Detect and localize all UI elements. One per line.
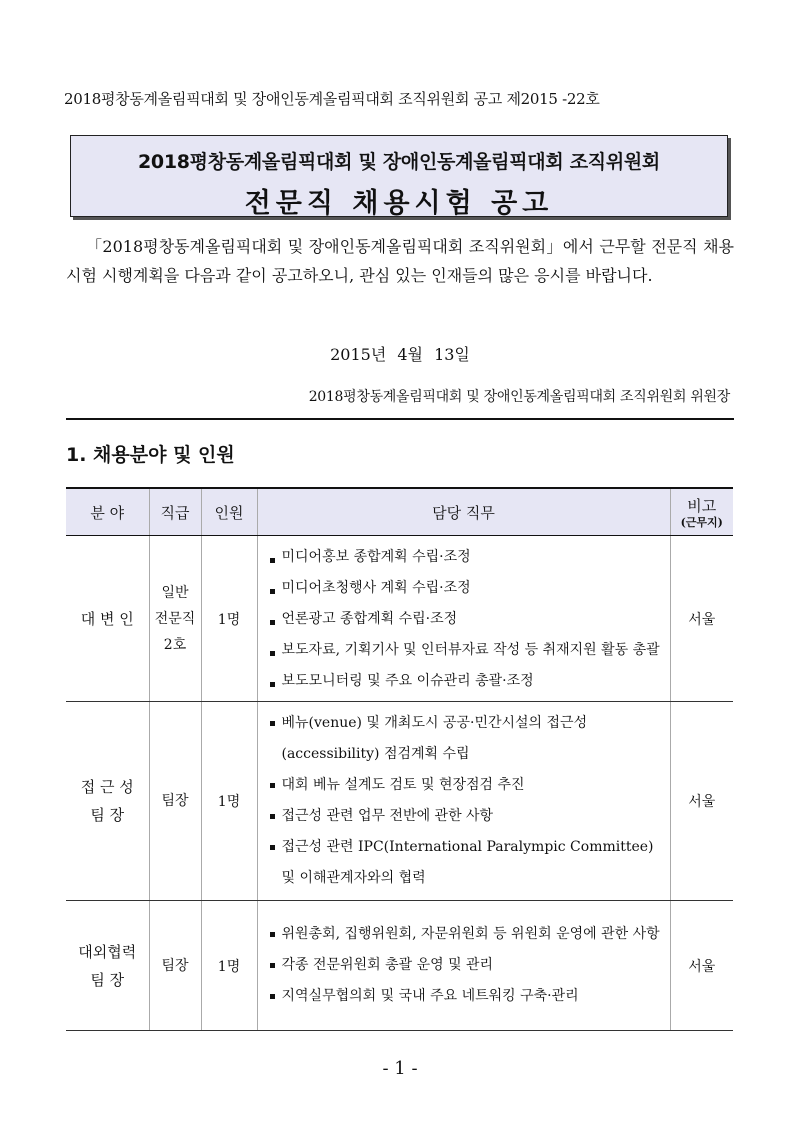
table-row [66, 536, 733, 702]
note-cell: 서울 [670, 901, 733, 1031]
header-count: 인원 [201, 488, 257, 536]
recruitment-table [66, 487, 733, 1031]
divider [66, 418, 734, 420]
grade-line: 전문직 [154, 610, 196, 627]
grade-line: 팀장 [161, 793, 189, 809]
table-header-row [66, 488, 733, 536]
field-cell [66, 536, 149, 702]
header-grade: 직급 [149, 488, 201, 536]
page-number: - 1 - [382, 1058, 418, 1079]
grade-line: 일반 [161, 584, 189, 601]
field-cell [66, 702, 149, 901]
count-cell: 1명 [201, 536, 257, 702]
duty-item: 언론광고 종합계획 수립·조정 [270, 607, 666, 631]
grade-cell [149, 901, 201, 1031]
header-duties: 담당 직무 [257, 488, 670, 536]
count-cell: 1명 [201, 702, 257, 901]
field-name: 접 근 성 [80, 778, 134, 796]
field-name: 대 변 인 [80, 609, 134, 628]
header-note-sub: (근무지) [680, 515, 723, 529]
duties-cell [257, 702, 670, 901]
intro-paragraph: 「2018평창동계올림픽대회 및 장애인동계올림픽대회 조직위원회」에서 근무할 전문직 채용시험 시행계획을 다음과 같이 공고하오니, 관심 있는 인재들의 많은 응시를 바랍니다. [66, 237, 734, 285]
header-note-label: 비고 [687, 496, 717, 515]
field-name: 팀 장 [90, 806, 125, 824]
field-name: 팀 장 [90, 970, 125, 989]
field-cell [66, 901, 149, 1031]
table-row [66, 901, 733, 1031]
field-name: 대외협력 [78, 942, 137, 961]
note-cell: 서울 [670, 536, 733, 702]
grade-line: 팀장 [161, 957, 189, 974]
duty-item: 각종 전문위원회 총괄 운영 및 관리 [270, 950, 666, 981]
duties-cell [257, 536, 670, 702]
duty-item: 미디어초청행사 계획 수립·조정 [270, 576, 666, 600]
grade-cell [149, 702, 201, 901]
header-field: 분 야 [66, 488, 149, 536]
duty-item: 지역실무협의회 및 국내 주요 네트워킹 구축·관리 [270, 981, 666, 1012]
announcement-reference: 2018평창동계올림픽대회 및 장애인동계올림픽대회 조직위원회 공고 제2015 -22호 [64, 90, 600, 108]
duty-item: 베뉴(venue) 및 개최도시 공공·민간시설의 접근성 (accessibility) 점검계획 수립 [270, 708, 666, 770]
announcement-date: 2015년 4월 13일 [330, 345, 470, 364]
duty-item: 대회 베뉴 설계도 검토 및 현장점검 추진 [270, 770, 666, 801]
duties-cell [257, 901, 670, 1031]
grade-line: 2호 [163, 636, 187, 653]
duty-item: 접근성 관련 IPC(International Paralympic Committee) 및 이해관계자와의 협력 [270, 832, 666, 894]
section-heading: 1. 채용분야 및 인원 [66, 444, 235, 466]
table-row [66, 702, 733, 901]
duty-item: 보도자료, 기획기사 및 인터뷰자료 작성 등 취재지원 활동 총괄 [270, 638, 666, 662]
header-note [670, 488, 733, 536]
page-title: 전문직 채용시험 공고 [244, 188, 554, 219]
duty-item: 위원총회, 집행위원회, 자문위원회 등 위원회 운영에 관한 사항 [270, 919, 666, 950]
title-organization: 2018평창동계올림픽대회 및 장애인동계올림픽대회 조직위원회 [138, 151, 660, 173]
duty-item: 보도모니터링 및 주요 이슈관리 총괄·조정 [270, 669, 666, 693]
duty-item: 미디어홍보 종합계획 수립·조정 [270, 545, 666, 569]
duty-item: 접근성 관련 업무 전반에 관한 사항 [270, 801, 666, 832]
title-box [70, 135, 728, 217]
count-cell: 1명 [201, 901, 257, 1031]
grade-cell [149, 536, 201, 702]
signature: 2018평창동계올림픽대회 및 장애인동계올림픽대회 조직위원회 위원장 [308, 389, 730, 405]
note-cell: 서울 [670, 702, 733, 901]
